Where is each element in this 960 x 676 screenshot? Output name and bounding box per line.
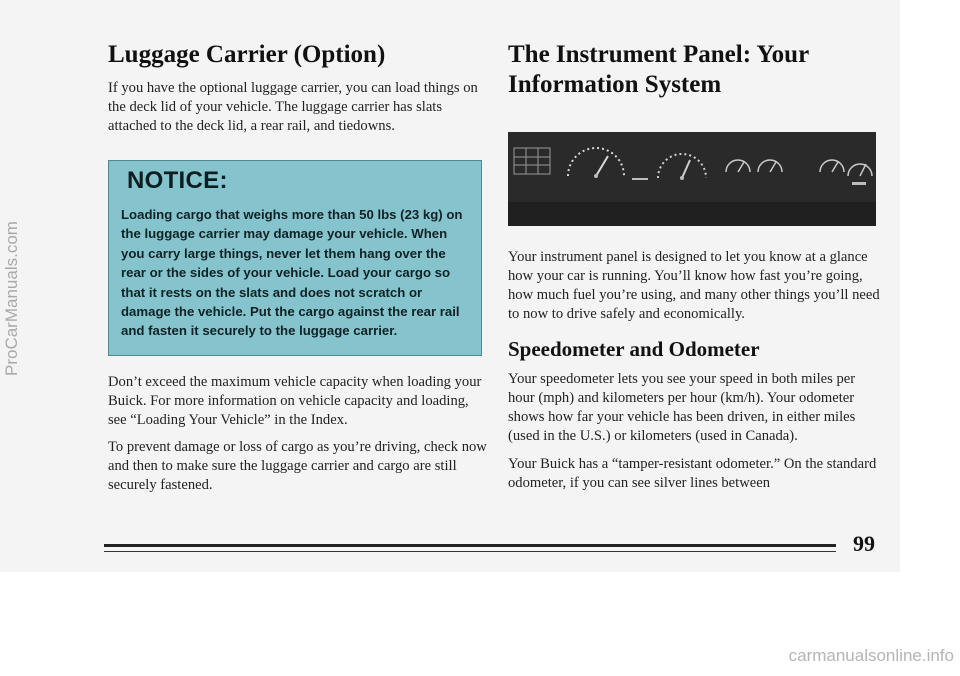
notice-title: NOTICE: (127, 167, 228, 194)
notice-body: Loading cargo that weighs more than 50 lbs (23 kg) on the luggage carrier may damage your vehicle. When you carry large things, never let them hang over the rear or the sides of your vehicle. Load your cargo so that it rests on the slats and does not scratch or damage the vehicle. Put the cargo against the rear rail and fasten it securely to the luggage carrier. (121, 207, 463, 339)
side-watermark (2, 352, 22, 376)
instrument-panel-intro: Your instrument panel is designed to let you know at a glance how your car is running. You’ll know how fast you’re going, how much fuel you’re using, and many other things you’ll need to now to drive safely and economically. (508, 249, 880, 322)
notice-box (108, 160, 482, 356)
speedometer-paragraph: Your speedometer lets you see your speed in both miles per hour (mph) and kilometers per hour (km/h). Your odometer shows how far your vehicle has been driven, in either miles (used in the U.S.) or kilometers (used in Canada). (508, 371, 856, 444)
bottom-watermark: carmanualsonline.info (788, 646, 954, 665)
right-column (508, 40, 880, 100)
page-number: 99 (853, 531, 875, 556)
instrument-panel-photo (508, 132, 876, 226)
capacity-paragraph: Don’t exceed the maximum vehicle capacity when loading your Buick. For more information on vehicle capacity and loading, see “Loading Your Vehicle” in the Index. (108, 374, 482, 428)
instrument-panel-illustration (508, 132, 876, 226)
luggage-carrier-intro: If you have the optional luggage carrier, you can load things on the deck lid of your vehicle. The luggage carrier has slats attached to the deck lid, a rear rail, and tiedowns. (108, 80, 478, 134)
speedometer-heading: Speedometer and Odometer (508, 337, 760, 361)
luggage-carrier-heading: Luggage Carrier (Option) (108, 41, 386, 68)
securing-paragraph: To prevent damage or loss of cargo as you’re driving, check now and then to make sure the luggage carrier and cargo are still securely fastened. (108, 439, 487, 493)
footer-rule-thick (104, 544, 836, 547)
left-column (108, 40, 488, 136)
left-column-lower (108, 373, 488, 495)
right-column-body (508, 248, 880, 493)
instrument-panel-heading: The Instrument Panel: Your Information System (508, 41, 809, 98)
footer-rule-thin (104, 551, 836, 552)
odometer-paragraph: Your Buick has a “tamper-resistant odometer.” On the standard odometer, if you can see silver lines between (508, 456, 877, 491)
